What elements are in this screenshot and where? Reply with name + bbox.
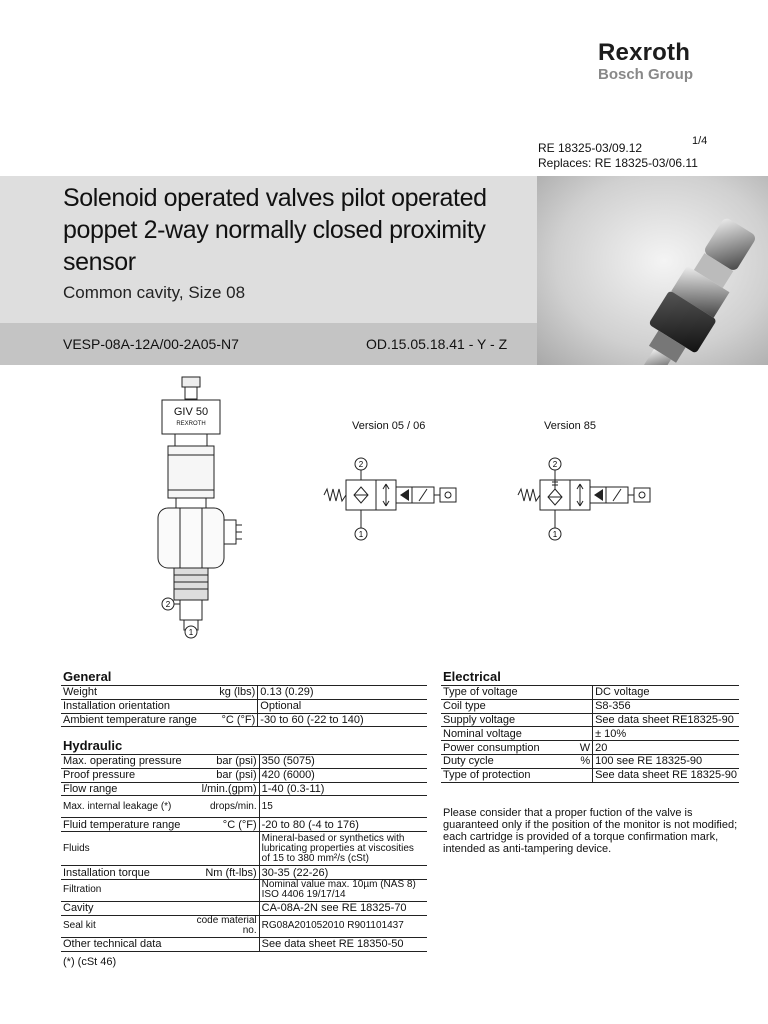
hydraulic-unit-cell: drops/min.: [184, 796, 260, 818]
electrical-row: [441, 768, 739, 782]
general-row: [61, 686, 427, 700]
electrical-unit-cell: W: [560, 741, 592, 755]
symbol-a-port-1: 1: [358, 530, 364, 539]
hydraulic-value-cell: 420 (6000): [259, 768, 427, 782]
hydraulic-unit-cell: bar (psi): [184, 768, 260, 782]
hydraulic-row: [61, 832, 427, 866]
hydraulic-label-cell: Installation torque: [61, 866, 184, 880]
electrical-row: [441, 713, 739, 727]
version-a-label: Version 05 / 06: [352, 420, 426, 432]
hydraulic-row: [61, 901, 427, 915]
hydraulic-row: [61, 879, 427, 901]
hydraulic-label-cell: Max. internal leakage (*): [61, 796, 184, 818]
hydraulic-row: [61, 796, 427, 818]
electrical-unit-cell: [560, 699, 592, 713]
hydraulic-value-cell: CA-08A-2N see RE 18325-70: [259, 901, 427, 915]
electrical-unit-cell: [560, 713, 592, 727]
brand-logo: [598, 40, 693, 83]
brand-group: Bosch Group: [598, 66, 694, 83]
electrical-value-cell: DC voltage: [593, 686, 739, 700]
product-photo: [537, 176, 768, 365]
version-b-label: Version 85: [544, 420, 596, 432]
hydraulic-value-cell: See data sheet RE 18350-50: [259, 937, 427, 951]
page-subtitle: Common cavity, Size 08: [63, 283, 246, 302]
hydraulic-label-cell: Fluids: [61, 832, 184, 866]
hydraulic-unit-cell: [184, 879, 260, 901]
symbol-b-port-2: 2: [552, 460, 558, 469]
hydraulic-value-cell: 15: [259, 796, 427, 818]
hydraulic-unit-cell: °C (°F): [184, 818, 260, 832]
electrical-table: [441, 685, 739, 783]
electrical-unit-cell: %: [560, 754, 592, 768]
general-unit-cell: kg (lbs): [199, 686, 258, 700]
general-value-cell: Optional: [258, 699, 427, 713]
coil-brand: REXROTH: [176, 421, 206, 427]
hydraulic-unit-cell: code material no.: [184, 915, 260, 937]
tampering-notice: Please consider that a proper fuction of the valve is guaranteed only if the position of the monitor is not modified; each cartridge is provided of a torque confirmation mark, intended as anti-tampering device.: [443, 807, 738, 855]
hydraulic-unit-cell: [184, 937, 260, 951]
hydraulic-value-cell: -20 to 80 (-4 to 176): [259, 818, 427, 832]
page-number: 1/4: [692, 135, 708, 147]
hydraulic-value-cell: 1-40 (0.3-11): [259, 782, 427, 796]
general-row: [61, 713, 427, 727]
hydraulic-value-cell: RG08A201052010 R901101437: [259, 915, 427, 937]
hydraulic-label-cell: Max. operating pressure: [63, 755, 182, 768]
electrical-row: [441, 741, 739, 755]
hydraulic-label-cell: Other technical data: [61, 937, 184, 951]
symbol-b-port-1: 1: [552, 530, 558, 539]
hydraulic-unit-cell: [184, 832, 260, 866]
electrical-value-cell: 20: [593, 741, 739, 755]
hydraulic-label-cell: Seal kit: [61, 915, 184, 937]
brand-name: Rexroth: [598, 39, 691, 66]
electrical-label-cell: Coil type: [441, 699, 560, 713]
electrical-label-cell: Type of protection: [441, 768, 560, 782]
electrical-row: [441, 727, 739, 741]
document-number: RE 18325-03/09.12: [538, 141, 643, 155]
hydraulic-unit-cell: [184, 901, 260, 915]
electrical-value-cell: See data sheet RE18325-90: [593, 713, 739, 727]
ordering-code: OD.15.05.18.41 - Y - Z: [366, 336, 508, 352]
footnote: (*) (cSt 46): [63, 956, 117, 968]
hydraulic-heading: Hydraulic: [63, 738, 123, 753]
hydraulic-label-cell: Flow range: [61, 782, 184, 796]
hydraulic-value-cell: Mineral-based or synthetics with lubricating properties at viscosities of 15 to 380 mm²/s (cSt): [259, 832, 427, 866]
electrical-heading: Electrical: [443, 669, 501, 684]
hydraulic-row: [61, 937, 427, 951]
valve-drawing: [150, 375, 250, 645]
hydraulic-value-cell: 350 (5075): [259, 755, 427, 769]
electrical-label-cell: Supply voltage: [441, 713, 560, 727]
electrical-label-cell: Type of voltage: [441, 686, 560, 700]
hydraulic-value-cell: 30-35 (22-26): [259, 866, 427, 880]
general-value-cell: -30 to 60 (-22 to 140): [258, 713, 427, 727]
electrical-unit-cell: [560, 727, 592, 741]
electrical-row: [441, 699, 739, 713]
page-title: Solenoid operated valves pilot operated poppet 2-way normally closed proximity sensor: [63, 184, 487, 276]
hydraulic-row: [61, 768, 427, 782]
hydraulic-table: [61, 754, 427, 952]
port-1-label: 1: [188, 628, 194, 637]
hydraulic-label-cell: Proof pressure: [61, 768, 184, 782]
general-heading: General: [63, 669, 112, 684]
symbol-version-b: [512, 452, 657, 547]
hydraulic-unit-cell: bar (psi): [184, 755, 260, 769]
electrical-label-cell: Duty cycle: [441, 754, 560, 768]
general-value-cell: 0.13 (0.29): [258, 686, 427, 700]
valve-photo-illustration: [537, 176, 768, 365]
hydraulic-row: [61, 818, 427, 832]
symbol-a-port-2: 2: [358, 460, 364, 469]
document-info: [538, 134, 708, 171]
hydraulic-label-cell: Cavity: [61, 901, 184, 915]
hydraulic-value-cell: Nominal value max. 10µm (NAS 8) ISO 4406 19/17/14: [259, 879, 427, 901]
symbol-version-a: [318, 452, 463, 547]
hydraulic-unit-cell: Nm (ft-lbs): [184, 866, 260, 880]
model-code: VESP-08A-12A/00-2A05-N7: [63, 336, 239, 352]
electrical-row: [441, 686, 739, 700]
port-2-label: 2: [165, 600, 171, 609]
replaces-note: Replaces: RE 18325-03/06.11: [538, 156, 698, 170]
hydraulic-row: [61, 755, 427, 769]
hydraulic-row: [61, 866, 427, 880]
coil-label: GIV 50: [173, 406, 209, 418]
electrical-unit-cell: [560, 686, 592, 700]
general-label-cell: Weight: [61, 686, 199, 700]
hydraulic-row: [61, 915, 427, 937]
general-unit-cell: [199, 699, 258, 713]
hydraulic-row: [61, 782, 427, 796]
electrical-row: [441, 754, 739, 768]
general-label-cell: Installation orientation: [61, 699, 199, 713]
electrical-value-cell: ± 10%: [593, 727, 739, 741]
electrical-label-cell: Nominal voltage: [441, 727, 560, 741]
hydraulic-label-cell: Fluid temperature range: [61, 818, 184, 832]
electrical-label-cell: Power consumption: [441, 741, 560, 755]
hydraulic-unit-cell: l/min.(gpm): [184, 782, 260, 796]
hydraulic-label-cell: Filtration: [61, 879, 184, 901]
general-label-cell: Ambient temperature range: [63, 713, 197, 726]
electrical-value-cell: See data sheet RE 18325-90: [593, 768, 739, 782]
electrical-value-cell: S8-356: [593, 699, 739, 713]
general-unit-cell: °C (°F): [199, 713, 258, 727]
electrical-unit-cell: [560, 768, 592, 782]
electrical-value-cell: 100 see RE 18325-90: [593, 754, 739, 768]
general-row: [61, 699, 427, 713]
general-table: [61, 685, 427, 727]
